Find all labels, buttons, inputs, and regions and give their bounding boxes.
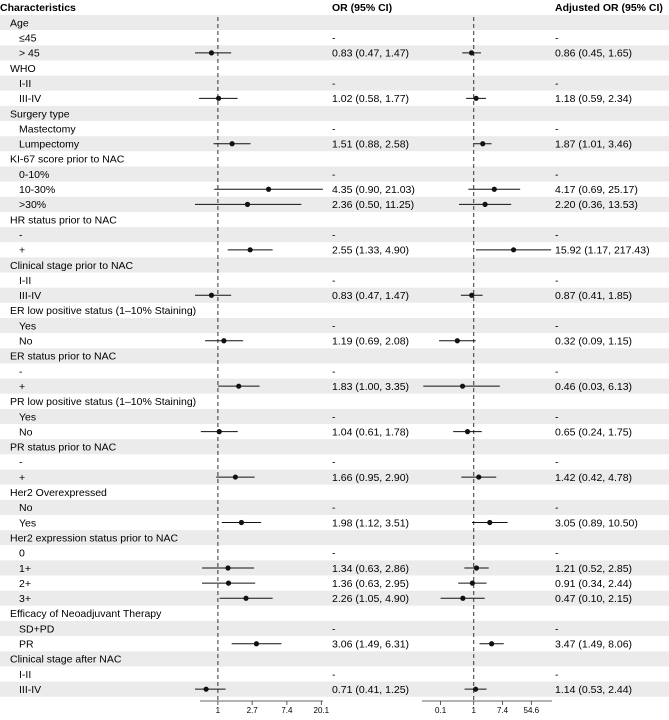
adjusted-or-value-text: -	[555, 502, 559, 515]
or-value-text: -	[332, 32, 336, 45]
row-label: No	[19, 426, 33, 439]
adjusted-or-point	[470, 581, 475, 586]
or-point	[221, 338, 226, 343]
row-label: 0	[19, 547, 25, 560]
adjusted-or-value-text: -	[555, 123, 559, 136]
adjusted-or-value-text: 0.46 (0.03, 6.13)	[555, 380, 633, 393]
adjusted-or-value-text: 4.17 (0.69, 25.17)	[555, 184, 638, 197]
row-background	[0, 106, 669, 121]
or-value-text: -	[332, 456, 336, 469]
adjusted-or-value-text: 0.87 (0.41, 1.85)	[555, 290, 633, 303]
adjusted-or-value-text: -	[555, 411, 559, 424]
row-label: I-II	[19, 77, 32, 90]
adjusted-or-value-text: 1.42 (0.42, 4.78)	[555, 471, 633, 484]
or-value-text: 1.04 (0.61, 1.78)	[332, 426, 410, 439]
or-value-text: -	[332, 365, 336, 378]
row-label: +	[19, 471, 26, 484]
or-point	[245, 202, 250, 207]
adjusted-or-value-text: 0.86 (0.45, 1.65)	[555, 47, 633, 60]
or-value-text: 1.66 (0.95, 2.90)	[332, 471, 410, 484]
or-value-text: -	[332, 123, 336, 136]
row-label: No	[19, 335, 33, 348]
adjusted-or-value-text: -	[555, 77, 559, 90]
or-point	[216, 96, 221, 101]
row-label: PR	[19, 638, 34, 651]
or-point	[225, 565, 230, 570]
adjusted-or-value-text: 0.91 (0.34, 2.44)	[555, 577, 633, 590]
row-label: -	[19, 365, 23, 378]
or-value-text: -	[332, 229, 336, 242]
group-label: Surgery type	[10, 108, 70, 121]
row-label: Yes	[19, 411, 37, 424]
adjusted-or-value-text: -	[555, 320, 559, 333]
adjusted-or-point	[460, 596, 465, 601]
or-point	[248, 247, 253, 252]
adjusted-or-value-text: 3.05 (0.89, 10.50)	[555, 517, 638, 530]
row-label: I-II	[19, 274, 32, 287]
adjusted-or-value-text: -	[555, 456, 559, 469]
row-label: III-IV	[19, 290, 42, 303]
or-value-text: 1.51 (0.88, 2.58)	[332, 138, 410, 151]
adjusted-or-value-text: 0.47 (0.10, 2.15)	[555, 593, 633, 606]
adjusted-or-point	[487, 520, 492, 525]
adjusted-or-tick-label: 1	[471, 706, 476, 715]
row-label: 2+	[19, 577, 31, 590]
or-value-text: 0.71 (0.41, 1.25)	[332, 683, 410, 696]
or-value-text: -	[332, 623, 336, 636]
or-value-text: 1.34 (0.63, 2.86)	[332, 562, 410, 575]
adjusted-or-value-text: -	[555, 274, 559, 287]
group-label: HR status prior to NAC	[10, 214, 117, 227]
group-label: Clinical stage prior to NAC	[10, 259, 134, 272]
or-point	[209, 50, 214, 55]
adjusted-or-point	[469, 293, 474, 298]
adjusted-or-tick-label: 54.6	[523, 706, 540, 715]
row-label: III-IV	[19, 683, 42, 696]
adjusted-or-value-text: 1.14 (0.53, 2.44)	[555, 683, 633, 696]
or-value-text: 0.83 (0.47, 1.47)	[332, 47, 410, 60]
adjusted-or-tick-label: 0.1	[435, 706, 447, 715]
or-point	[230, 141, 235, 146]
adjusted-or-point	[476, 474, 481, 479]
row-label: -	[19, 229, 23, 242]
or-value-text: -	[332, 547, 336, 560]
or-value-text: -	[332, 502, 336, 515]
adjusted-or-point	[480, 141, 485, 146]
adjusted-or-point	[482, 202, 487, 207]
group-label: Efficacy of Neoadjuvant Therapy	[10, 608, 162, 621]
or-value-text: -	[332, 274, 336, 287]
adjusted-or-point	[473, 687, 478, 692]
group-label: ER low positive status (1–10% Staining)	[10, 305, 197, 318]
or-point	[217, 429, 222, 434]
or-point	[266, 187, 271, 192]
or-value-text: 1.83 (1.00, 3.35)	[332, 380, 410, 393]
adjusted-or-value-text: 2.20 (0.36, 13.53)	[555, 199, 638, 212]
adjusted-or-value-text: -	[555, 229, 559, 242]
or-point	[203, 687, 208, 692]
or-value-text: 1.19 (0.69, 2.08)	[332, 335, 410, 348]
row-label: Yes	[19, 517, 37, 530]
adjusted-or-value-text: 3.47 (1.49, 8.06)	[555, 638, 633, 651]
row-label: III-IV	[19, 93, 42, 106]
or-value-text: -	[332, 668, 336, 681]
adjusted-or-value-text: -	[555, 32, 559, 45]
adjusted-or-value-text: -	[555, 365, 559, 378]
or-tick-label: 20.1	[313, 706, 330, 715]
group-label: Her2 Overexpressed	[10, 487, 107, 500]
row-label: 1+	[19, 562, 31, 575]
or-value-text: -	[332, 77, 336, 90]
or-value-text: 1.98 (1.12, 3.51)	[332, 517, 410, 530]
adjusted-or-point	[455, 338, 460, 343]
or-value-text: 3.06 (1.49, 6.31)	[332, 638, 410, 651]
adjusted-or-value-text: 0.65 (0.24, 1.75)	[555, 426, 633, 439]
row-label: +	[19, 380, 26, 393]
group-label: WHO	[10, 62, 36, 75]
or-point	[233, 474, 238, 479]
or-point	[236, 384, 241, 389]
or-value-text: -	[332, 320, 336, 333]
adjusted-or-value-text: 1.18 (0.59, 2.34)	[555, 93, 633, 106]
or-value-text: -	[332, 168, 336, 181]
or-point	[254, 641, 259, 646]
group-label: Clinical stage after NAC	[10, 653, 122, 666]
group-label: ER status prior to NAC	[10, 350, 117, 363]
adjusted-or-point	[511, 247, 516, 252]
adjusted-or-value-text: -	[555, 168, 559, 181]
or-tick-label: 2.7	[246, 706, 258, 715]
or-point	[209, 293, 214, 298]
row-label: Lumpectomy	[19, 138, 80, 151]
group-label: PR low positive status (1–10% Staining)	[10, 396, 197, 409]
adjusted-or-point	[465, 429, 470, 434]
or-point	[243, 596, 248, 601]
header-characteristics: Characteristics	[0, 2, 76, 14]
group-label: PR status prior to NAC	[10, 441, 117, 454]
row-label: -	[19, 456, 23, 469]
adjusted-or-point	[469, 50, 474, 55]
or-tick-label: 7.4	[281, 706, 293, 715]
or-value-text: 0.83 (0.47, 1.47)	[332, 290, 410, 303]
adjusted-or-point	[474, 96, 479, 101]
header-adjusted-or: Adjusted OR (95% CI)	[555, 2, 663, 14]
adjusted-or-value-text: 15.92 (1.17, 217.43)	[555, 244, 650, 257]
row-label: ≤45	[19, 32, 37, 45]
row-label: 10-30%	[19, 184, 56, 197]
row-label: Mastectomy	[19, 123, 76, 136]
adjusted-or-value-text: 0.32 (0.09, 1.15)	[555, 335, 633, 348]
or-point	[239, 520, 244, 525]
adjusted-or-point	[492, 187, 497, 192]
row-label: > 45	[19, 47, 40, 60]
or-value-text: -	[332, 411, 336, 424]
adjusted-or-point	[489, 641, 494, 646]
row-label: 0-10%	[19, 168, 50, 181]
adjusted-or-point	[460, 384, 465, 389]
row-background	[0, 15, 669, 30]
row-label: +	[19, 244, 26, 257]
or-value-text: 4.35 (0.90, 21.03)	[332, 184, 415, 197]
row-label: 3+	[19, 593, 31, 606]
or-tick-label: 1	[215, 706, 221, 715]
adjusted-or-point	[474, 565, 479, 570]
or-value-text: 2.55 (1.33, 4.90)	[332, 244, 410, 257]
or-value-text: 2.36 (0.50, 11.25)	[332, 199, 415, 212]
row-label: ˃30%	[19, 199, 47, 212]
group-label: KI-67 score prior to NAC	[10, 153, 125, 166]
adjusted-or-value-text: 1.87 (1.01, 3.46)	[555, 138, 633, 151]
adjusted-or-value-text: -	[555, 623, 559, 636]
adjusted-or-value-text: -	[555, 547, 559, 560]
group-label: Age	[10, 17, 29, 30]
row-label: I-II	[19, 668, 32, 681]
row-label: Yes	[19, 320, 37, 333]
or-value-text: 1.36 (0.63, 2.95)	[332, 577, 410, 590]
adjusted-or-value-text: -	[555, 668, 559, 681]
adjusted-or-value-text: 1.21 (0.52, 2.85)	[555, 562, 633, 575]
adjusted-or-tick-label: 7.4	[496, 706, 509, 715]
header-or: OR (95% CI)	[332, 2, 393, 14]
row-label: No	[19, 502, 33, 515]
group-label: Her2 expression status prior to NAC	[10, 532, 179, 545]
or-value-text: 1.02 (0.58, 1.77)	[332, 93, 410, 106]
or-value-text: 2.26 (1.05, 4.90)	[332, 593, 410, 606]
or-point	[226, 581, 231, 586]
row-background	[0, 60, 669, 75]
row-label: SD+PD	[19, 623, 55, 636]
